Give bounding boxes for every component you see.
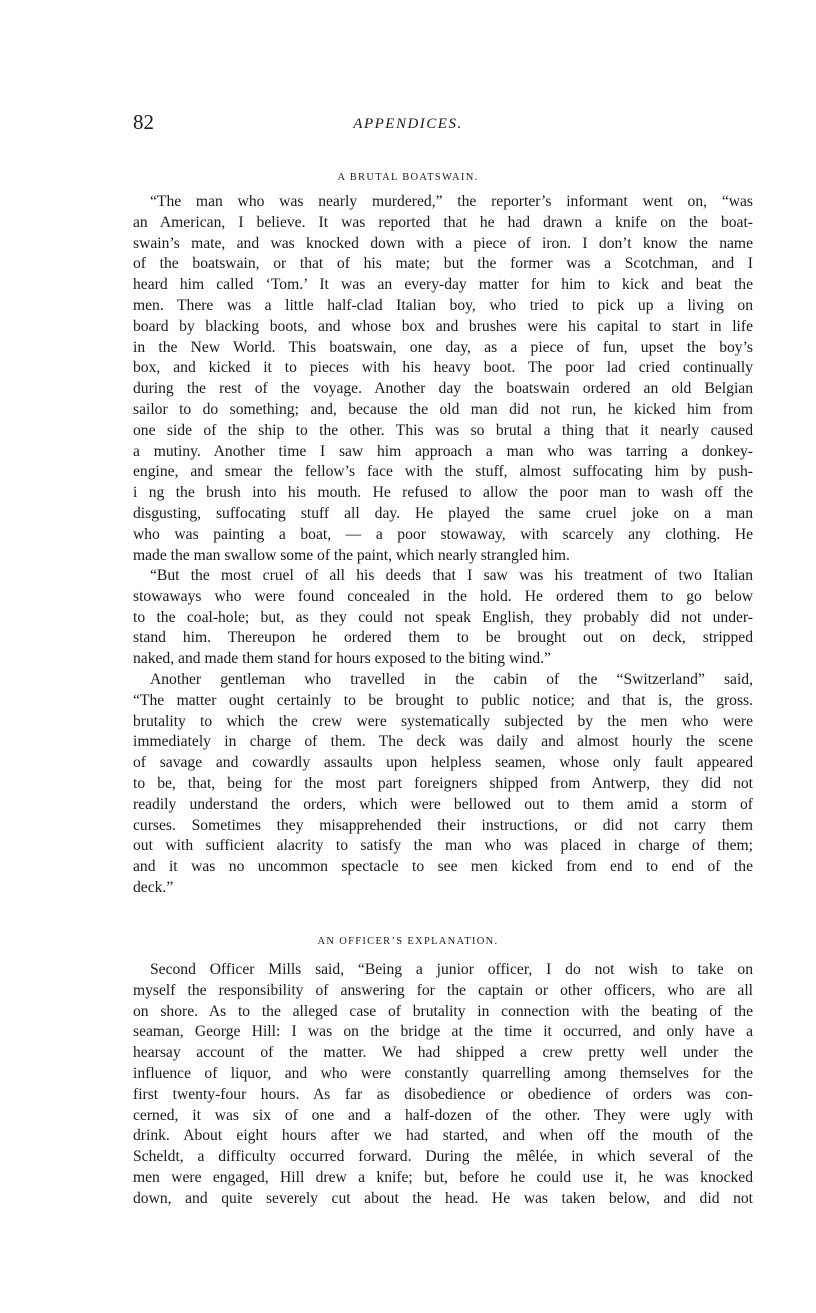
text-line: Another gentleman who travelled in the cabin of the “Switzerland” said, — [150, 671, 753, 688]
text-line: Second Officer Mills said, “Being a junior officer, I do not wish to take on — [150, 961, 753, 978]
text-line: of savage and cowardly assaults upon helpless seamen, whose only fault appeared — [133, 754, 753, 772]
text-line: a mutiny. Another time I saw him approach a man who was tarring a donkey- — [133, 442, 753, 460]
text-line: i ng the brush into his mouth. He refused to allow the poor man to wash off the — [133, 484, 753, 502]
text-line: seaman, George Hill: I was on the bridge at the time it occurred, and only have a — [133, 1023, 753, 1041]
paragraph-officer-mills — [133, 960, 753, 1210]
text-line: of the boatswain, or that of his mate; but the former was a Scotchman, and I — [133, 255, 753, 273]
text-line: drink. About eight hours after we had started, and when off the mouth of the — [133, 1127, 753, 1145]
text-line: first twenty-four hours. As far as disobedience or obedience of orders was con- — [133, 1085, 753, 1103]
paragraph-boatswain-account — [133, 192, 753, 566]
running-title: APPENDICES. — [353, 116, 463, 132]
text-line: box, and kicked it to pieces with his heavy boot. The poor lad cried continually — [133, 359, 753, 377]
text-line: myself the responsibility of answering for the captain or other officers, who are all — [133, 981, 753, 999]
page-number: 82 — [133, 110, 154, 134]
text-line: men. There was a little half-clad Italian boy, who tried to pick up a living on — [133, 296, 753, 314]
text-line: board by blacking boots, and whose box and brushes were his capital to start in life — [133, 317, 753, 335]
paragraph-stowaways — [133, 566, 753, 670]
paragraph-cabin-passenger — [133, 670, 753, 899]
text-line: to be, that, being for the most part foreigners shipped from Antwerp, they did not — [133, 774, 753, 792]
text-line: made the man swallow some of the paint, which nearly strangled him. — [133, 546, 570, 564]
text-line: hearsay account of the matter. We had shipped a crew pretty well under the — [133, 1044, 753, 1062]
text-line: naked, and made them stand for hours exposed to the biting wind.” — [133, 650, 551, 668]
text-line: “The matter ought certainly to be brought to public notice; and that is, the gross. — [133, 691, 753, 709]
text-line: on shore. As to the alleged case of brutality in connection with the beating of the — [133, 1002, 753, 1020]
text-line: brutality to which the crew were systematically subjected by the men who were — [133, 712, 753, 730]
section-heading-brutal-boatswain: A BRUTAL BOATSWAIN. — [337, 172, 479, 183]
text-line: in the New World. This boatswain, one day, as a piece of fun, upset the boy’s — [133, 338, 753, 356]
text-line: immediately in charge of them. The deck was daily and almost hourly the scene — [133, 733, 753, 751]
text-line: Scheldt, a difficulty occurred forward. During the mêlée, in which several of the — [133, 1148, 753, 1166]
text-line: stowaways who were found concealed in the hold. He ordered them to go below — [133, 587, 753, 605]
text-line: an American, I believe. It was reported that he had drawn a knife on the boat- — [133, 213, 753, 231]
text-line: down, and quite severely cut about the head. He was taken below, and did not — [133, 1189, 753, 1207]
text-line: who was painting a boat, — a poor stowaway, with scarcely any clothing. He — [133, 525, 753, 543]
text-line: during the rest of the voyage. Another day the boatswain ordered an old Belgian — [133, 380, 753, 398]
text-line: readily understand the orders, which were bellowed out to them amid a storm of — [133, 795, 753, 813]
text-line: disgusting, suffocating stuff all day. He played the same cruel joke on a man — [133, 504, 753, 522]
text-line: and it was no uncommon spectacle to see men kicked from end to end of the — [133, 858, 753, 876]
text-line: heard him called ‘Tom.’ It was an every-day matter for him to kick and beat the — [133, 276, 753, 294]
text-line: “But the most cruel of all his deeds that I saw was his treatment of two Italian — [150, 567, 753, 584]
text-line: deck.” — [133, 878, 174, 896]
text-line: to the coal-hole; but, as they could not speak English, they probably did not under- — [133, 608, 753, 626]
section-heading-officers-explanation: AN OFFICER’S EXPLANATION. — [317, 936, 499, 947]
text-line: out with sufficient alacrity to satisfy the man who was placed in charge of them; — [133, 837, 753, 855]
text-line: stand him. Thereupon he ordered them to be brought out on deck, stripped — [133, 629, 753, 647]
text-line: one side of the ship to the other. This was so brutal a thing that it nearly caused — [133, 421, 753, 439]
text-line: men were engaged, Hill drew a knife; but, before he could use it, he was knocked — [133, 1168, 753, 1186]
text-line: sailor to do something; and, because the old man did not run, he kicked him from — [133, 400, 753, 418]
page-header — [0, 110, 816, 140]
text-line: swain’s mate, and was knocked down with a piece of iron. I don’t know the name — [133, 234, 753, 252]
text-line: curses. Sometimes they misapprehended their instructions, or did not carry them — [133, 816, 753, 834]
text-line: “The man who was nearly murdered,” the reporter’s informant went on, “was — [150, 193, 753, 210]
text-line: cerned, it was six of one and a half-dozen of the other. They were ugly with — [133, 1106, 753, 1124]
text-line: engine, and smear the fellow’s face with the stuff, almost suffocating him by push- — [133, 463, 753, 481]
text-line: influence of liquor, and who were constantly quarrelling among themselves for the — [133, 1064, 753, 1082]
